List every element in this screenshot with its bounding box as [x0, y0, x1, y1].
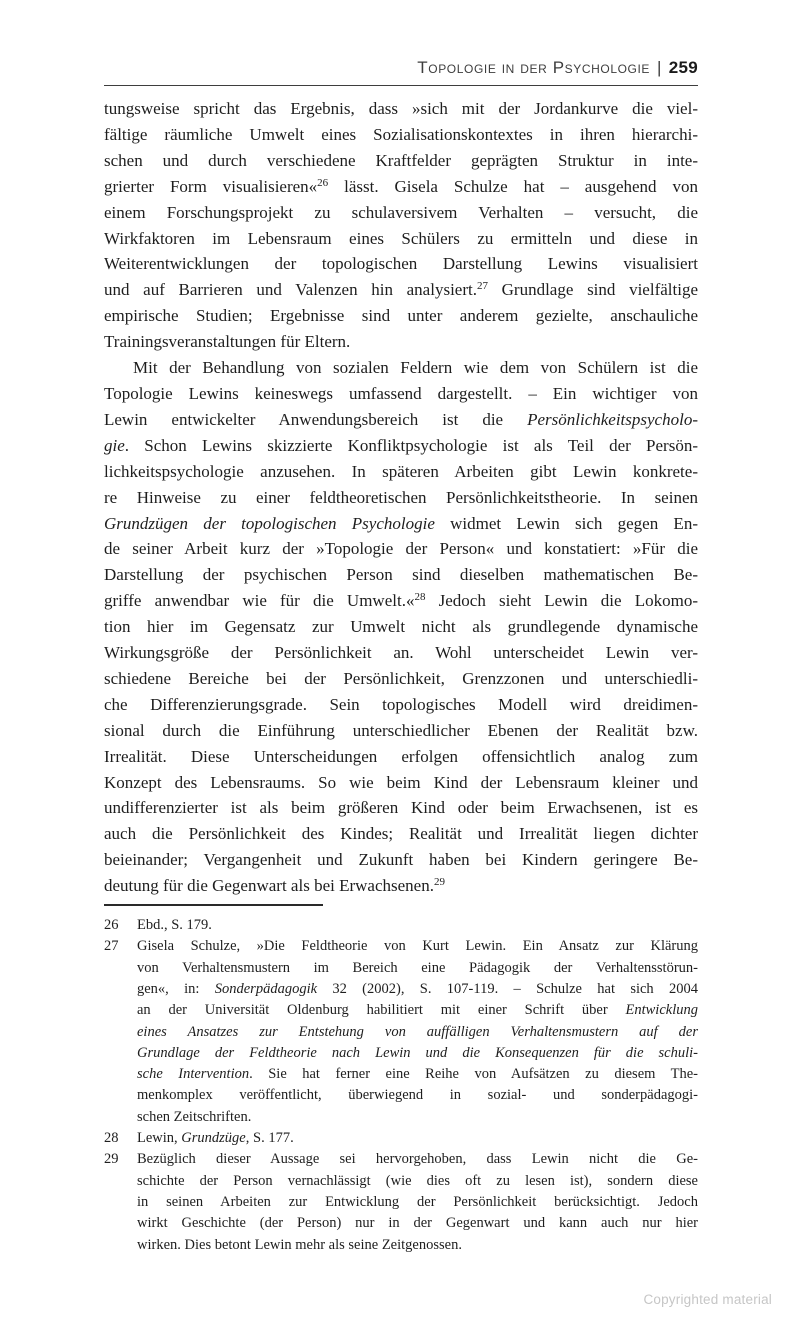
footnote-number: 28 — [104, 1130, 119, 1147]
text-segment: eines Ansatzes zur Entstehung von auffälligen Verhaltensmustern auf der — [137, 1023, 698, 1040]
text-segment: sional durch die Einführung unterschiedlicher Ebenen der Realität bzw. — [104, 720, 698, 740]
text-segment: an der Universität Oldenburg habilitiert mit einer Schrift über — [137, 1002, 626, 1019]
text-segment: menkomplex veröffentlicht, überwiegend in sozial- und sonderpädagogi- — [137, 1087, 698, 1104]
footnote — [104, 936, 698, 1128]
text-segment: Ebd., S. 179. — [137, 917, 212, 934]
paragraph — [104, 96, 698, 355]
text-line — [104, 122, 698, 148]
text-segment: Lewin entwickelter Anwendungsbereich ist die — [104, 409, 528, 429]
text-line — [137, 1085, 698, 1106]
text-line — [104, 692, 698, 718]
footnote-number: 29 — [104, 1151, 119, 1168]
header-separator: | — [657, 58, 662, 77]
text-line — [104, 666, 698, 692]
text-line — [104, 459, 698, 485]
text-line — [104, 148, 698, 174]
text-segment: griffe anwendbar wie für die Umwelt.« — [104, 591, 415, 611]
text-segment: schen Zeitschriften. — [137, 1108, 252, 1125]
footnote-list — [104, 915, 698, 1256]
text-line — [104, 614, 698, 640]
text-segment: wirken. Dies betont Lewin mehr als seine Zeitgenossen. — [137, 1236, 462, 1253]
text-segment: gie — [104, 435, 125, 455]
text-line — [137, 1171, 698, 1192]
text-segment: Grundlage sind vielfältige — [487, 280, 698, 300]
text-segment: Konzept des Lebensraums. So wie beim Kind der Lebensraum kleiner und — [104, 772, 698, 792]
text-segment: tungsweise spricht das Ergebnis, dass »sich mit der Jordankurve die viel- — [104, 99, 698, 118]
text-segment: fältige räumliche Umwelt eines Sozialisationskontextes in ihren hierarchi- — [104, 124, 698, 144]
footnote-number: 27 — [104, 938, 119, 955]
footnote — [104, 1128, 698, 1149]
footnote-ref: 28 — [414, 591, 426, 604]
text-segment: einem Forschungsprojekt zu schulaversivem Verhalten – versucht, die — [104, 202, 698, 222]
text-segment: Jedoch sieht Lewin die Lokomo- — [425, 591, 698, 611]
text-line — [104, 562, 698, 588]
text-line — [104, 433, 698, 459]
footnote-separator — [104, 904, 323, 906]
paragraph — [104, 355, 698, 899]
text-segment: Gisela Schulze, »Die Feldtheorie von Kurt Lewin. Ein Ansatz zur Klärung — [137, 938, 698, 955]
text-line — [104, 226, 698, 252]
text-line — [104, 381, 698, 407]
text-segment: Darstellung der psychischen Person sind dieselben mathematischen Be- — [104, 565, 698, 585]
text-segment: schiedene Bereiche bei der Persönlichkeit, Grenzzonen und unterschiedli- — [104, 668, 698, 688]
text-line — [104, 718, 698, 744]
text-line — [137, 1064, 698, 1085]
text-line — [137, 1192, 698, 1213]
text-segment: Sonderpädagogik — [214, 980, 318, 997]
text-segment: che Differenzierungsgrade. Sein topologisches Modell wird dreidimen- — [104, 694, 698, 714]
text-segment: deutung für die Gegenwart als bei Erwachsenen. — [104, 876, 434, 896]
text-line — [137, 979, 698, 1000]
page-content — [104, 58, 698, 1256]
footnote-number: 26 — [104, 917, 119, 934]
text-segment: grierter Form visualisieren« — [104, 176, 318, 196]
text-line — [104, 251, 698, 277]
text-segment: schen und durch verschiedene Kraftfelder geprägten Struktur in inte- — [104, 150, 698, 170]
text-segment: . Schon Lewins skizzierte Konfliktpsychologie ist als Teil der Persön- — [124, 435, 698, 455]
text-line — [104, 744, 698, 770]
page-header — [104, 58, 698, 86]
text-segment: empirische Studien; Ergebnisse sind unter anderem gezielte, anschauliche — [104, 306, 698, 326]
text-segment: 32 (2002), S. 107-119. – Schulze hat sich 2004 — [317, 980, 698, 997]
text-segment: von Verhaltensmustern im Bereich eine Pädagogik der Verhaltensstörun- — [137, 959, 698, 976]
text-segment: Grundlage der Feldtheorie nach Lewin und die Konsequenzen für die schuli- — [137, 1044, 698, 1061]
text-segment: Wirkfaktoren im Lebensraum eines Schülers zu ermitteln und diese in — [104, 228, 698, 248]
text-segment: tion hier im Gegensatz zur Umwelt nicht als grundlegende dynamische — [104, 617, 698, 637]
footnote-ref: 29 — [433, 876, 445, 889]
text-segment: Persönlichkeitspsycholo- — [527, 409, 698, 429]
text-segment: Grundzügen der topologischen Psychologie — [104, 513, 435, 533]
text-line — [104, 770, 698, 796]
text-line — [104, 303, 698, 329]
text-segment: de seiner Arbeit kurz der »Topologie der Person« und konstatiert: »Für die — [104, 539, 698, 559]
text-segment: , S. 177. — [245, 1130, 294, 1147]
text-line — [137, 1149, 698, 1170]
text-line — [104, 200, 698, 226]
text-line — [137, 1213, 698, 1234]
text-segment: Mit der Behandlung von sozialen Feldern wie dem von Schülern ist die — [133, 358, 698, 378]
text-line — [104, 795, 698, 821]
text-line — [137, 1000, 698, 1021]
text-line — [137, 1043, 698, 1064]
text-segment: undifferenzierter ist als beim größeren Kind oder beim Erwachsenen, ist es — [104, 798, 698, 818]
text-segment: re Hinweise zu einer feldtheoretischen Persönlichkeitstheorie. In seinen — [104, 487, 698, 507]
text-line — [104, 536, 698, 562]
text-segment: lässt. Gisela Schulze hat – ausgehend von — [328, 176, 698, 196]
text-line — [104, 355, 698, 381]
text-line — [104, 174, 698, 200]
text-segment: sche Intervention — [137, 1066, 250, 1083]
text-line — [137, 1235, 698, 1256]
text-segment: Grundzüge — [181, 1130, 246, 1147]
text-segment: Topologie Lewins keineswegs umfassend dargestellt. – Ein wichtiger von — [104, 383, 698, 403]
text-segment: auch die Persönlichkeit des Kindes; Realität und Irrealität liegen dichter — [104, 824, 698, 844]
text-segment: und auf Barrieren und Valenzen hin analysiert. — [104, 280, 477, 300]
text-segment: widmet Lewin sich gegen En- — [434, 513, 698, 533]
text-line — [104, 511, 698, 537]
text-segment: Trainingsveranstaltungen für Eltern. — [104, 332, 351, 352]
text-line — [104, 485, 698, 511]
text-segment: lichkeitspsychologie anzusehen. In späteren Arbeiten gibt Lewin konkrete- — [104, 461, 698, 481]
text-segment: Irrealität. Diese Unterscheidungen erfolgen offensichtlich analog zum — [104, 746, 698, 766]
text-line — [104, 873, 698, 899]
text-segment: Weiterentwicklungen der topologischen Darstellung Lewins visualisiert — [104, 254, 698, 274]
text-segment: Entwicklung — [625, 1002, 698, 1019]
copyright-watermark: Copyrighted material — [643, 1292, 772, 1307]
footnote — [104, 1149, 698, 1255]
text-segment: beieinander; Vergangenheit und Zukunft haben bei Kindern geringere Be- — [104, 850, 698, 870]
body-paragraphs — [104, 96, 698, 899]
text-segment: . Sie hat ferner eine Reihe von Aufsätzen zu diesem The- — [249, 1066, 698, 1083]
text-line — [137, 1022, 698, 1043]
footnote-ref: 26 — [317, 176, 329, 189]
text-segment: Lewin, — [137, 1130, 182, 1147]
text-line — [104, 96, 698, 122]
text-line — [137, 1107, 698, 1128]
footnote — [104, 915, 698, 936]
text-segment: wirkt Geschichte (der Person) nur in der Gegenwart und kann auch nur hier — [137, 1215, 698, 1232]
footnote-ref: 27 — [476, 280, 488, 293]
running-head: Topologie in der Psychologie — [417, 58, 651, 77]
text-segment: Bezüglich dieser Aussage sei hervorgehoben, dass Lewin nicht die Ge- — [137, 1151, 698, 1168]
text-line — [104, 847, 698, 873]
text-line — [104, 640, 698, 666]
text-segment: Wirkungsgröße der Persönlichkeit an. Wohl unterscheidet Lewin ver- — [104, 643, 698, 663]
text-line — [137, 1128, 698, 1149]
page-number: 259 — [668, 58, 698, 77]
text-line — [104, 588, 698, 614]
text-line — [104, 821, 698, 847]
text-line — [104, 329, 698, 355]
text-line — [137, 915, 698, 936]
text-segment: schichte der Person vernachlässigt (wie dies oft zu lesen ist), sondern diese — [137, 1172, 698, 1189]
text-line — [104, 277, 698, 303]
text-line — [104, 407, 698, 433]
text-line — [137, 958, 698, 979]
text-segment: in seinen Arbeiten zur Entwicklung der Persönlichkeit berücksichtigt. Jedoch — [137, 1193, 698, 1210]
text-line — [137, 936, 698, 957]
text-segment: gen«, in: — [137, 980, 215, 997]
